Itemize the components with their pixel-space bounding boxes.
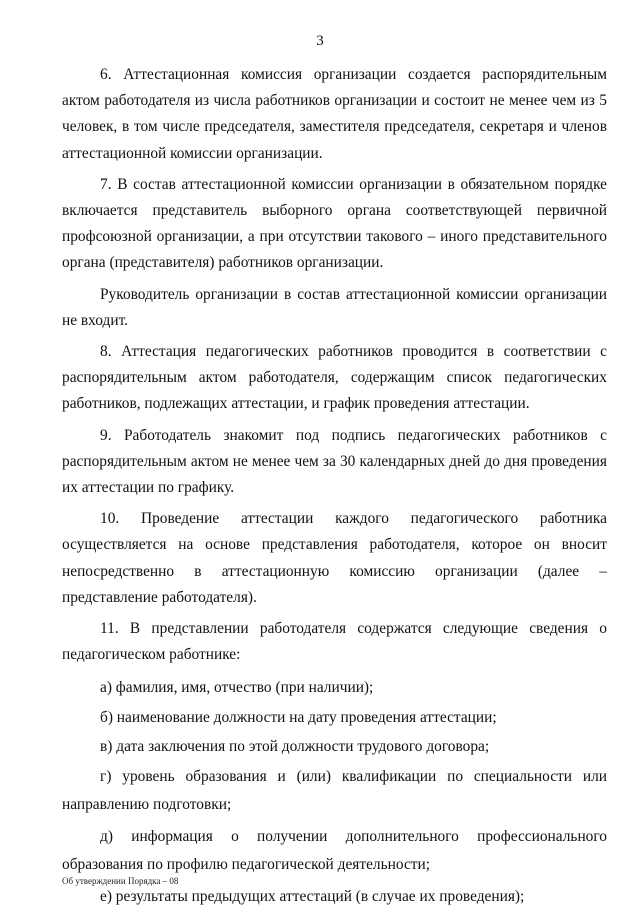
list-item-d: д) информация о получении дополнительного профессионального образования по профилю педагогической деятельности; <box>62 827 607 874</box>
list-item-g: г) уровень образования и (или) квалификации по специальности или направлению подготовки; <box>62 767 607 814</box>
paragraph-7-note: Руководитель организации в состав аттестационной комиссии организации не входит. <box>62 285 607 329</box>
list-item-a: а) фамилия, имя, отчество (при наличии); <box>100 679 374 697</box>
document-body <box>62 62 607 911</box>
paragraph-7: 7. В состав аттестационной комиссии организации в обязательном порядке включается представитель выборного органа соответствующей первичной профсоюзной организации, а при отсутствии такового – иного представительного органа (представителя) работников организации. <box>62 175 607 272</box>
list-item-e: е) результаты предыдущих аттестаций (в случае их проведения); <box>100 887 525 905</box>
paragraph-8: 8. Аттестация педагогических работников проводится в соответствии с распорядительным актом работодателя, содержащим список педагогических работников, подлежащих аттестации, и график проведения аттестации. <box>62 343 607 413</box>
list-item-v: в) дата заключения по этой должности трудового договора; <box>100 738 490 756</box>
paragraph-9: 9. Работодатель знакомит под подпись педагогических работников с распорядительным актом не менее чем за 30 календарных дней до дня проведения их аттестации по графику. <box>62 426 607 497</box>
paragraph-10: 10. Проведение аттестации каждого педагогического работника осуществляется на основе представления работодателя, которое он вносит непосредственно в аттестационную комиссию организации (далее – представление работодателя). <box>62 510 607 606</box>
paragraph-11: 11. В представлении работодателя содержатся следующие сведения о педагогическом работнике: <box>62 620 607 664</box>
list-item-b: б) наименование должности на дату проведения аттестации; <box>100 708 497 726</box>
footer-note: Об утверждении Порядка – 08 <box>62 876 179 886</box>
paragraph-6: 6. Аттестационная комиссия организации создается распорядительным актом работодателя из числа работников организации и состоит не менее чем из 5 человек, в том числе председателя, заместителя председателя, секретаря и членов аттестационной комиссии организации. <box>62 66 607 162</box>
page-number: 3 <box>316 33 324 49</box>
